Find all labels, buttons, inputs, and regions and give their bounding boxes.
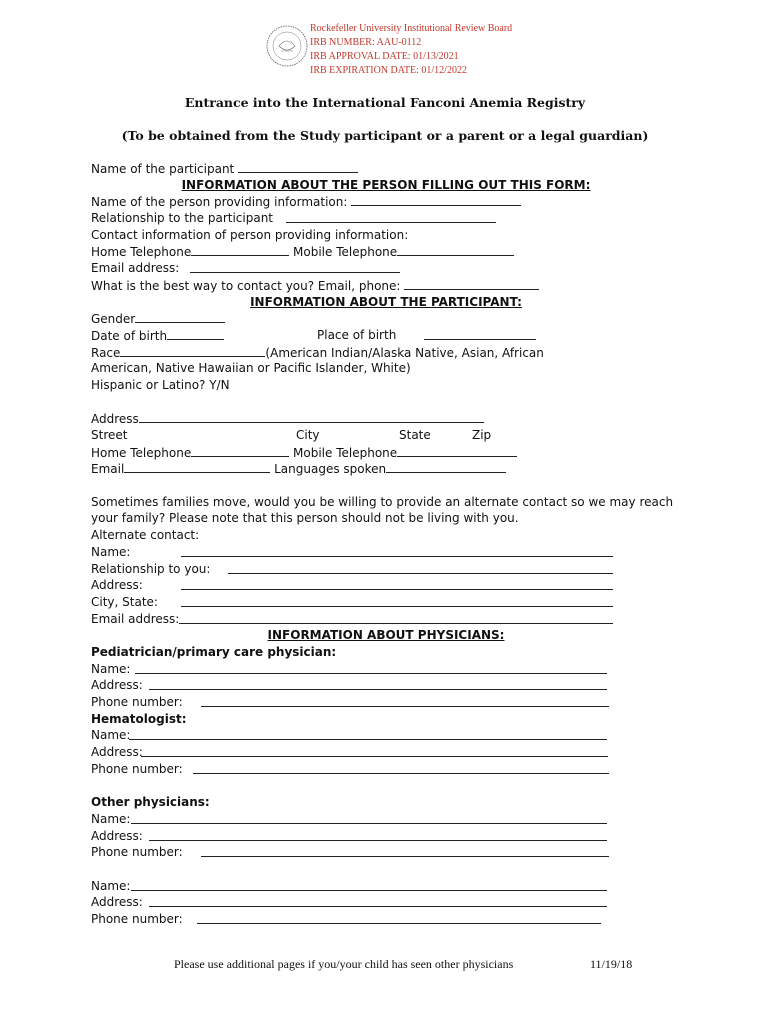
street-label: Street [91,428,128,442]
other-2-phone-label: Phone number: [91,911,183,926]
address-field[interactable] [139,410,484,423]
other-1-phone-field[interactable] [201,844,609,857]
participant-name-label: Name of the participant [91,162,235,176]
email-address-label: Email address: [91,261,180,276]
race-field[interactable] [120,344,265,357]
home-phone-label: Home Telephone [91,245,192,260]
ped-name-field[interactable] [135,661,607,674]
participant-name-field[interactable] [238,160,358,173]
city-label: City [296,428,320,442]
alt-city-state-field[interactable] [181,594,613,607]
pediatrician-heading: Pediatrician/primary care physician: [91,644,337,659]
hem-address-field[interactable] [141,744,608,757]
ped-phone-field[interactable] [201,694,609,707]
race-options-2: American, Native Hawaiian or Pacific Islander, White) [91,361,411,376]
home-phone-2-label: Home Telephone [91,445,192,460]
languages-field[interactable] [386,460,506,473]
relationship-label: Relationship to the participant [91,211,274,226]
alt-address-label: Address: [91,578,143,593]
home-phone-field[interactable] [191,243,289,256]
ped-address-label: Address: [91,678,143,693]
ped-name-label: Name: [91,661,131,676]
document-subtitle: (To be obtained from the Study participant or a parent or a legal guardian) [121,128,649,143]
alt-relationship-label: Relationship to you: [91,561,211,576]
university-seal-icon [265,24,309,68]
other-1-name-label: Name: [91,811,131,826]
dob-field[interactable] [167,327,224,340]
alt-address-field[interactable] [181,577,613,590]
hem-name-field[interactable] [129,727,607,740]
relationship-field[interactable] [286,210,496,223]
hematologist-heading: Hematologist: [91,711,187,726]
other-1-phone-label: Phone number: [91,845,183,860]
alt-name-label: Name: [91,544,131,559]
irb-approval-date: IRB APPROVAL DATE: 01/13/2021 [310,51,459,62]
alt-email-label: Email address: [91,611,180,626]
home-phone-2-field[interactable] [191,444,289,457]
hem-name-label: Name: [91,728,131,743]
other-2-address-label: Address: [91,895,143,910]
race-options-1: (American Indian/Alaska Native, Asian, African [265,345,544,360]
other-physicians-heading: Other physicians: [91,795,210,810]
gender-field[interactable] [135,310,225,323]
other-1-name-field[interactable] [131,811,607,824]
mobile-phone-label: Mobile Telephone [293,245,398,260]
section-heading-filler: INFORMATION ABOUT THE PERSON FILLING OUT THIS FORM: [181,177,591,192]
section-heading-participant: INFORMATION ABOUT THE PARTICIPANT: [250,294,522,309]
form-body [91,160,674,928]
irb-stamp [310,22,512,78]
provider-name-label: Name of the person providing information: [91,195,348,210]
alternate-paragraph-line-1: Sometimes families move, would you be willing to provide an alternate contact so we may reach [91,494,674,509]
mobile-phone-2-field[interactable] [397,444,517,457]
mobile-phone-2-label: Mobile Telephone [293,445,398,460]
footer-note: Please use additional pages if you/your child has seen other physicians [174,957,514,971]
best-way-label: What is the best way to contact you? Email, phone: [91,278,401,293]
footer-date: 11/19/18 [590,957,633,971]
alt-name-field[interactable] [181,544,613,557]
hem-address-label: Address: [91,745,143,760]
document-title: Entrance into the International Fanconi Anemia Registry [184,95,586,110]
dob-label: Date of birth [91,328,168,343]
ped-address-field[interactable] [149,677,607,690]
languages-label: Languages spoken [274,462,387,477]
alt-email-field[interactable] [179,611,613,624]
section-heading-physicians: INFORMATION ABOUT PHYSICIANS: [267,628,505,643]
other-2-phone-field[interactable] [197,911,601,924]
gender-label: Gender [91,312,136,327]
email-field[interactable] [124,460,270,473]
other-2-address-field[interactable] [149,894,607,907]
irb-board-name: Rockefeller University Institutional Review Board [310,23,513,34]
pob-field[interactable] [424,327,536,340]
best-way-field[interactable] [404,277,539,290]
irb-number: IRB NUMBER: AAU-0112 [310,37,422,48]
alt-city-state-label: City, State: [91,594,158,609]
other-2-name-field[interactable] [131,878,607,891]
address-label: Address [91,412,139,427]
alternate-paragraph-line-2: your family? Please note that this person should not be living with you. [91,511,519,526]
contact-info-label: Contact information of person providing information: [91,227,409,242]
hispanic-label: Hispanic or Latino? Y/N [91,377,230,392]
ped-phone-label: Phone number: [91,695,183,709]
zip-label: Zip [472,428,492,442]
state-label: State [399,428,431,442]
hem-phone-label: Phone number: [91,761,183,776]
race-label: Race [91,345,121,360]
hem-phone-field[interactable] [193,761,609,774]
email-address-field[interactable] [190,260,400,273]
pob-label: Place of birth [317,327,397,342]
alt-relationship-field[interactable] [228,561,613,574]
mobile-phone-field[interactable] [397,243,514,256]
other-1-address-label: Address: [91,828,143,843]
email-label: Email [91,462,125,477]
other-2-name-label: Name: [91,878,131,893]
irb-expiration-date: IRB EXPIRATION DATE: 01/12/2022 [310,65,467,76]
alternate-contact-label: Alternate contact: [91,528,200,543]
provider-name-field[interactable] [351,193,521,206]
other-1-address-field[interactable] [149,828,607,841]
